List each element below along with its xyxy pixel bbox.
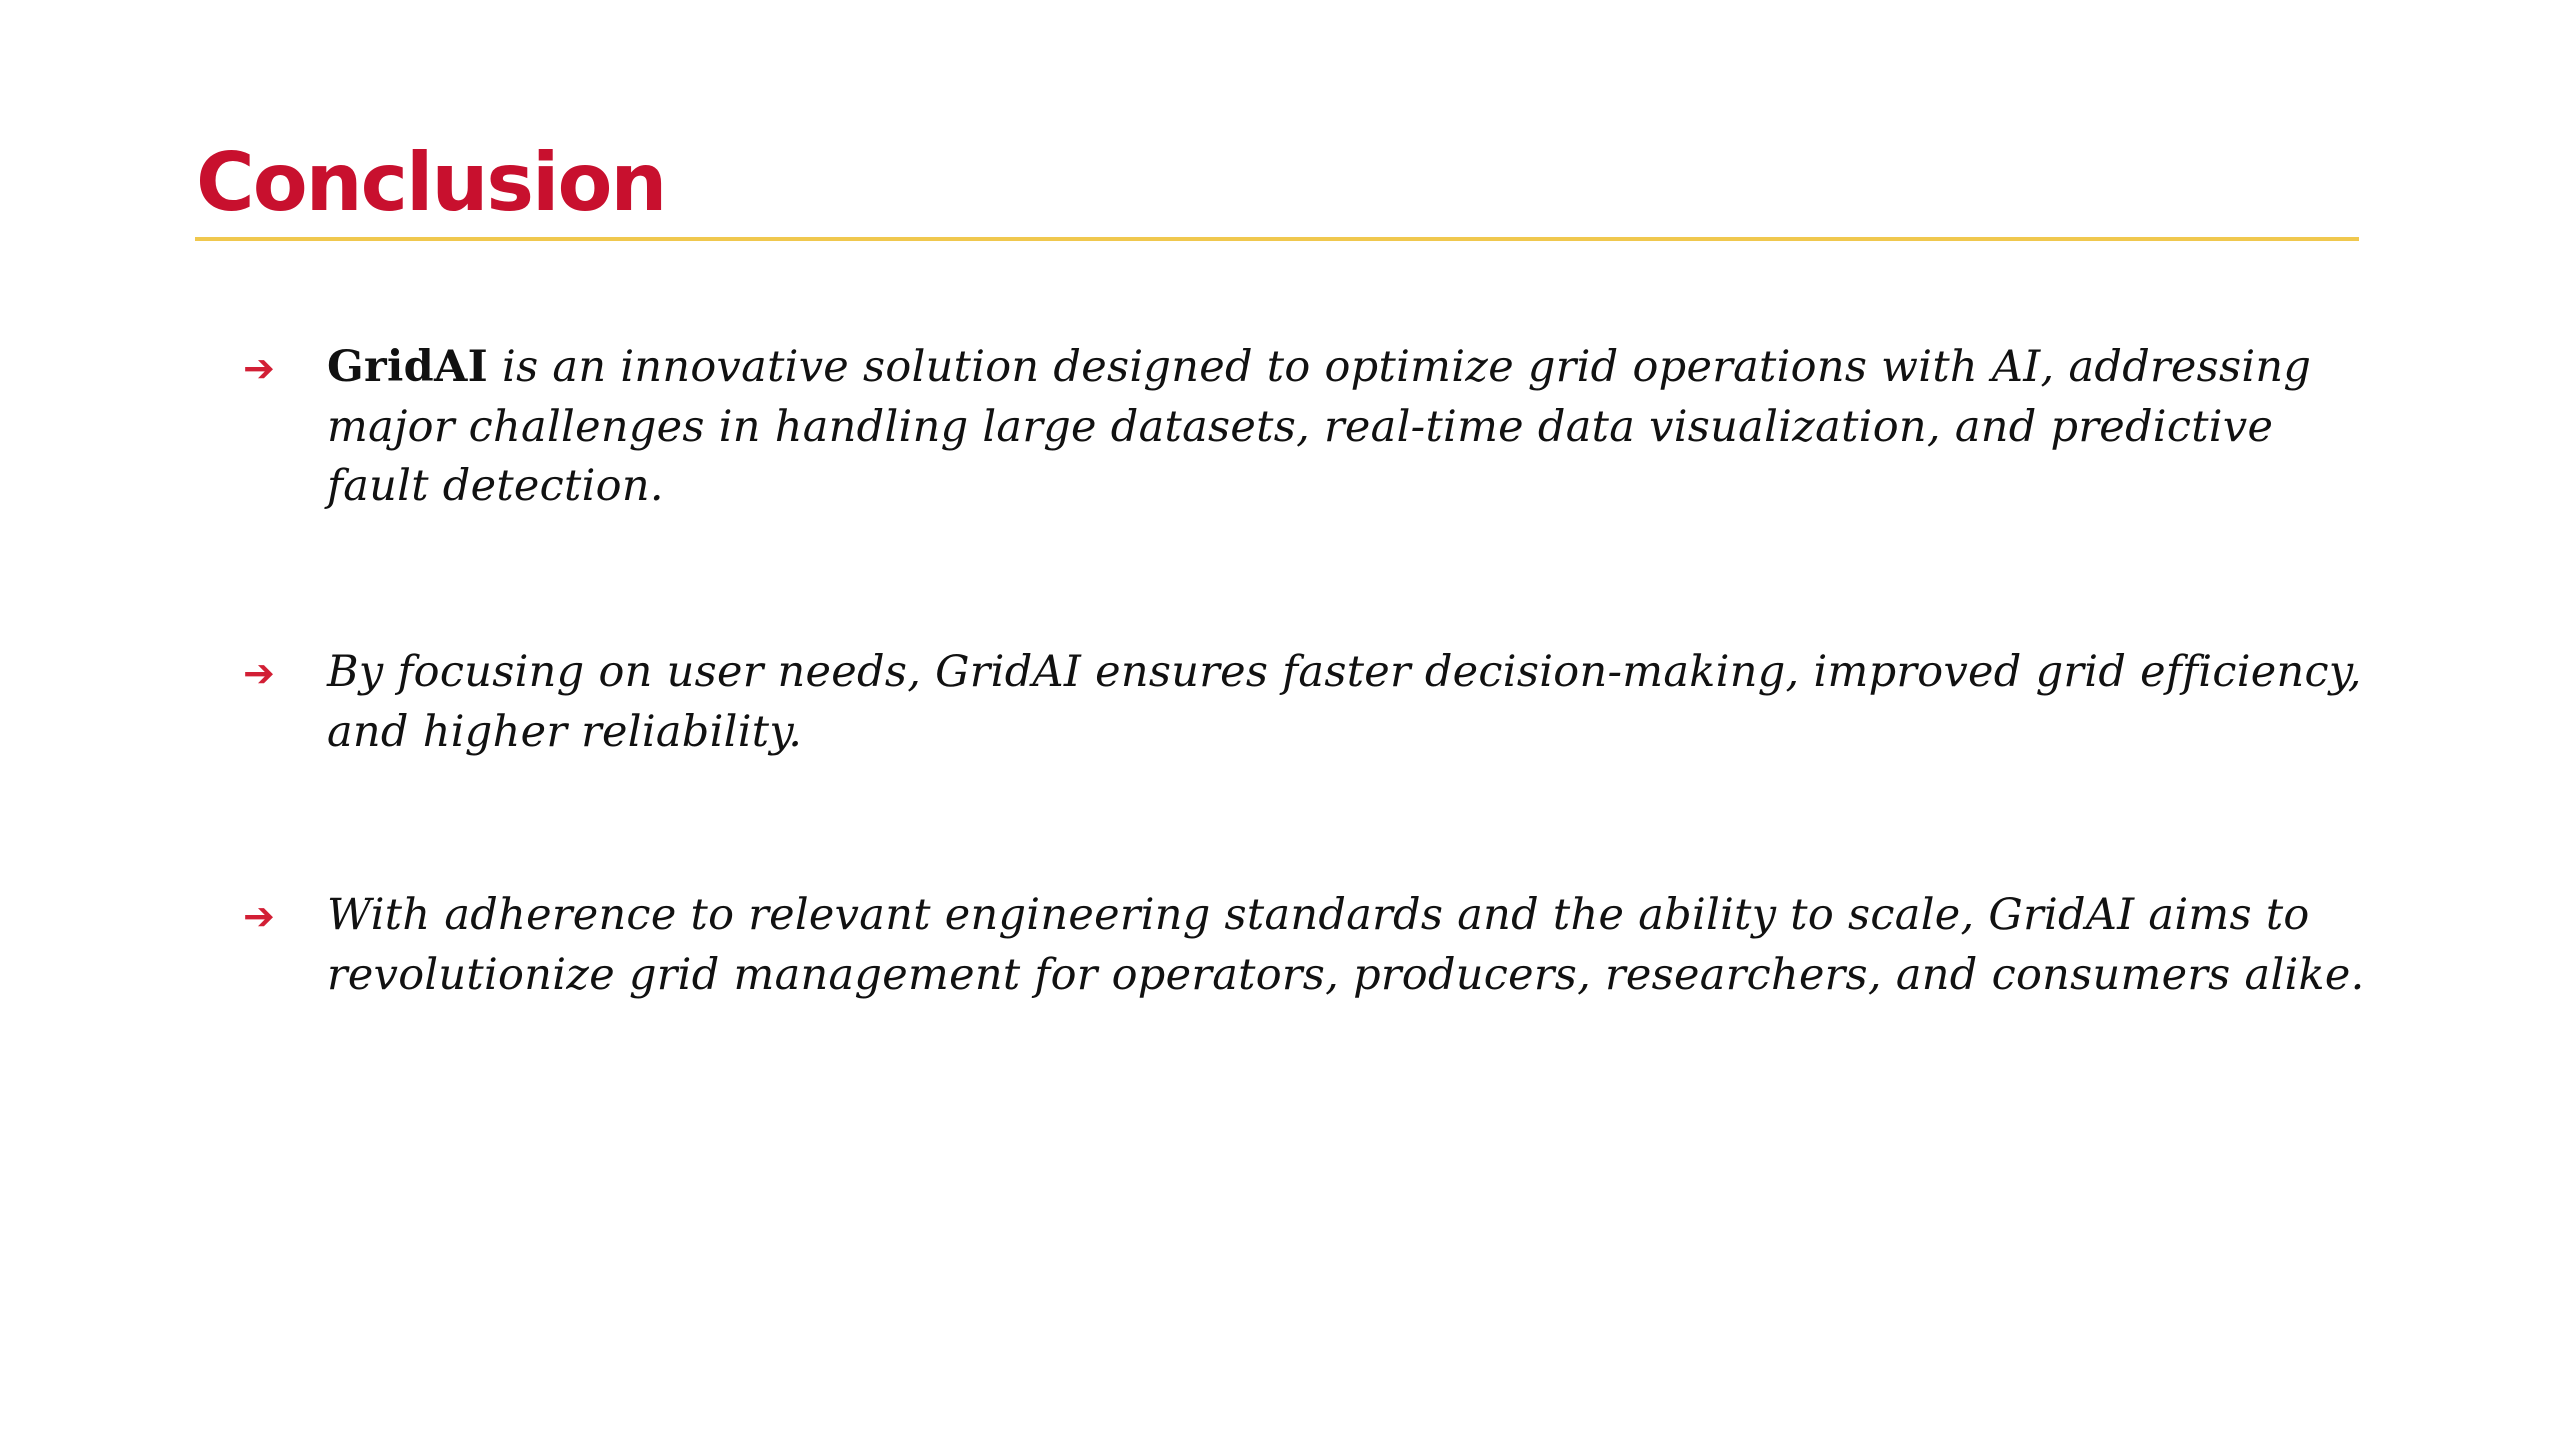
bullet-text [327, 886, 2383, 1005]
arrow-right-icon: ➔ [243, 346, 275, 390]
arrow-right-icon: ➔ [243, 894, 275, 938]
title-divider [195, 237, 2359, 241]
arrow-right-icon: ➔ [243, 651, 275, 695]
bullet-item [243, 643, 2383, 762]
slide-title: Conclusion [196, 136, 666, 229]
bullet-body: is an innovative solution designed to optimize grid operations with AI, addressing major challenges in handling large datasets, real-time data visualization, and predictive fault detection. [327, 342, 2312, 511]
bullet-item [243, 338, 2383, 517]
bullet-body: With adherence to relevant engineering standards and the ability to scale, GridAI aims to revolutionize grid management for operators, producers, researchers, and consumers alike. [327, 890, 2365, 1000]
bullet-text [327, 338, 2383, 517]
bullet-item [243, 886, 2383, 1005]
bullet-text [327, 643, 2383, 762]
bullet-body: By focusing on user needs, GridAI ensures faster decision-making, improved grid efficiency, and higher reliability. [327, 647, 2362, 757]
bullet-lead: GridAI [327, 342, 489, 392]
